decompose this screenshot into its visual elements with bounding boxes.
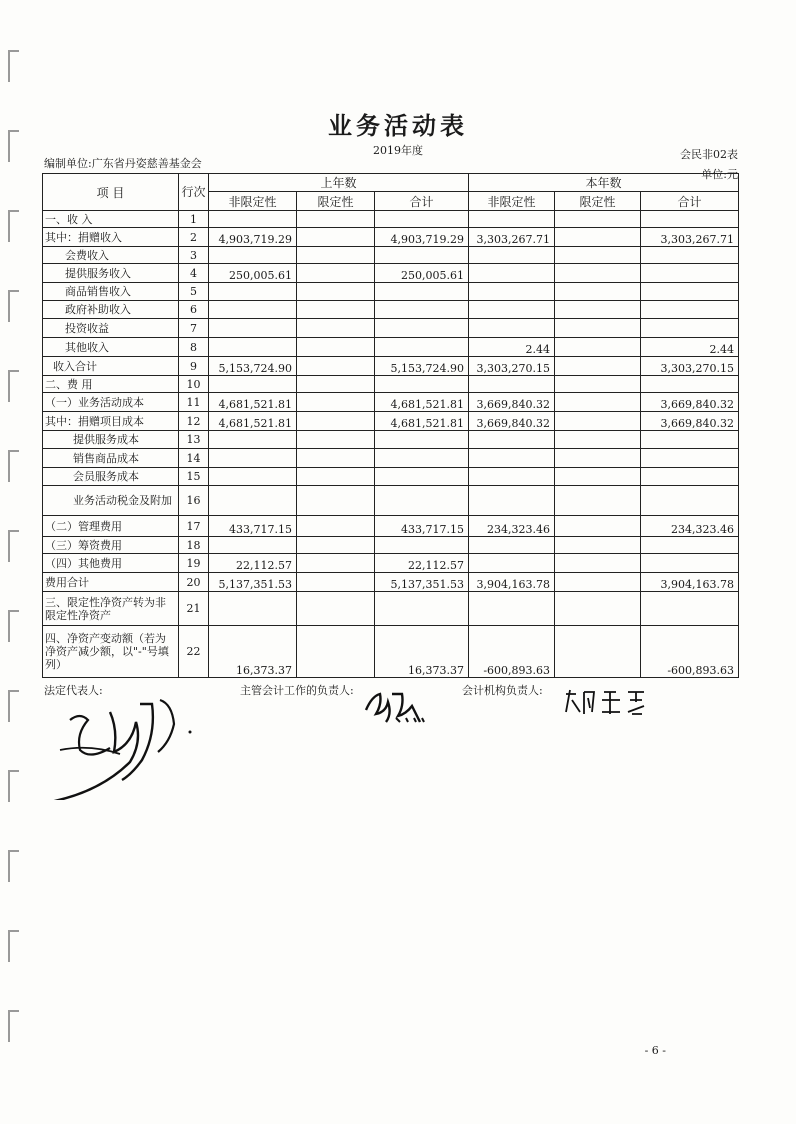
cell-pt xyxy=(375,449,469,468)
header-curr-restricted: 限定性 xyxy=(555,192,641,211)
table-row xyxy=(43,431,739,449)
table-row xyxy=(43,211,739,228)
cell-cr xyxy=(555,431,641,449)
cell-pu: 4,681,521.81 xyxy=(209,393,297,412)
accounting-dept-label: 会计机构负责人: xyxy=(462,684,543,697)
cell-cu xyxy=(469,592,555,626)
cell-pt xyxy=(375,247,469,264)
row-line-no: 10 xyxy=(179,376,209,393)
page-number: - 6 - xyxy=(644,1044,666,1057)
cell-cr xyxy=(555,537,641,554)
table-row xyxy=(43,376,739,393)
row-line-no: 5 xyxy=(179,283,209,301)
row-line-no: 2 xyxy=(179,228,209,247)
table-body xyxy=(43,211,739,678)
accounting-head-signature xyxy=(362,684,432,726)
cell-pr xyxy=(297,357,375,376)
cell-pu: 5,137,351.53 xyxy=(209,573,297,592)
row-label: 其他收入 xyxy=(43,338,179,357)
cell-cr xyxy=(555,592,641,626)
row-line-no: 4 xyxy=(179,264,209,283)
row-line-no: 17 xyxy=(179,516,209,537)
cell-cu: 3,669,840.32 xyxy=(469,412,555,431)
cell-ct xyxy=(641,449,739,468)
cell-cu: 3,669,840.32 xyxy=(469,393,555,412)
cell-pt: 250,005.61 xyxy=(375,264,469,283)
cell-pu xyxy=(209,468,297,486)
cell-pt xyxy=(375,431,469,449)
cell-pu: 4,681,521.81 xyxy=(209,412,297,431)
header-curr-unrestricted: 非限定性 xyxy=(469,192,555,211)
cell-cu xyxy=(469,319,555,338)
cell-pu xyxy=(209,376,297,393)
row-label: 会员服务成本 xyxy=(43,468,179,486)
table-row xyxy=(43,357,739,376)
table-row xyxy=(43,516,739,537)
table-row xyxy=(43,626,739,678)
cell-cr xyxy=(555,228,641,247)
cell-pt: 433,717.15 xyxy=(375,516,469,537)
cell-cu: 2.44 xyxy=(469,338,555,357)
header-line-no: 行次 xyxy=(179,174,209,211)
row-label: 销售商品成本 xyxy=(43,449,179,468)
cell-pu: 4,903,719.29 xyxy=(209,228,297,247)
row-label: （三）筹资费用 xyxy=(43,537,179,554)
cell-cr xyxy=(555,247,641,264)
table-row xyxy=(43,228,739,247)
page-title: 业务活动表 xyxy=(328,111,468,140)
row-label: 一、收 入 xyxy=(43,211,179,228)
row-label: 会费收入 xyxy=(43,247,179,264)
cell-pu xyxy=(209,211,297,228)
cell-pt: 5,137,351.53 xyxy=(375,573,469,592)
cell-pr xyxy=(297,264,375,283)
row-line-no: 11 xyxy=(179,393,209,412)
cell-pr xyxy=(297,486,375,516)
row-line-no: 6 xyxy=(179,301,209,319)
header-prev-unrestricted: 非限定性 xyxy=(209,192,297,211)
table-row xyxy=(43,412,739,431)
cell-cu xyxy=(469,211,555,228)
report-year: 2019年度 xyxy=(373,144,423,157)
header-item: 项 目 xyxy=(43,174,179,211)
form-code: 会民非02表 xyxy=(680,148,738,161)
cell-ct xyxy=(641,537,739,554)
cell-pr xyxy=(297,228,375,247)
cell-ct xyxy=(641,486,739,516)
cell-cr xyxy=(555,338,641,357)
cell-pt xyxy=(375,537,469,554)
cell-cu: 234,323.46 xyxy=(469,516,555,537)
cell-pu xyxy=(209,592,297,626)
row-line-no: 1 xyxy=(179,211,209,228)
row-label: 业务活动税金及附加 xyxy=(43,486,179,516)
row-line-no: 15 xyxy=(179,468,209,486)
cell-ct xyxy=(641,211,739,228)
cell-cr xyxy=(555,319,641,338)
table-row xyxy=(43,264,739,283)
cell-pr xyxy=(297,592,375,626)
cell-pr xyxy=(297,554,375,573)
cell-pt: 22,112.57 xyxy=(375,554,469,573)
row-label: 商品销售收入 xyxy=(43,283,179,301)
row-line-no: 9 xyxy=(179,357,209,376)
row-line-no: 12 xyxy=(179,412,209,431)
row-label: 提供服务成本 xyxy=(43,431,179,449)
cell-cu xyxy=(469,486,555,516)
cell-cr xyxy=(555,516,641,537)
accounting-dept-signature xyxy=(562,686,666,720)
cell-pt: 4,681,521.81 xyxy=(375,412,469,431)
cell-ct: 3,669,840.32 xyxy=(641,412,739,431)
cell-cr xyxy=(555,573,641,592)
cell-cr xyxy=(555,264,641,283)
header-curr-year: 本年数 xyxy=(469,174,739,192)
cell-pr xyxy=(297,338,375,357)
cell-pu xyxy=(209,338,297,357)
cell-ct xyxy=(641,554,739,573)
cell-cr xyxy=(555,626,641,678)
cell-pt xyxy=(375,211,469,228)
cell-ct xyxy=(641,264,739,283)
cell-cu xyxy=(469,431,555,449)
cell-pu xyxy=(209,449,297,468)
cell-pr xyxy=(297,412,375,431)
cell-pu xyxy=(209,283,297,301)
table-row xyxy=(43,319,739,338)
cell-pr xyxy=(297,573,375,592)
cell-ct xyxy=(641,247,739,264)
row-label: 其中：捐赠项目成本 xyxy=(43,412,179,431)
cell-cu xyxy=(469,301,555,319)
table-row xyxy=(43,537,739,554)
table-row xyxy=(43,573,739,592)
cell-pr xyxy=(297,626,375,678)
cell-cu: 3,303,267.71 xyxy=(469,228,555,247)
cell-cr xyxy=(555,393,641,412)
cell-pr xyxy=(297,376,375,393)
row-line-no: 20 xyxy=(179,573,209,592)
cell-cr xyxy=(555,211,641,228)
cell-ct: 2.44 xyxy=(641,338,739,357)
cell-pu xyxy=(209,319,297,338)
cell-pu xyxy=(209,431,297,449)
cell-cu xyxy=(469,376,555,393)
row-line-no: 3 xyxy=(179,247,209,264)
cell-cr xyxy=(555,449,641,468)
table-row xyxy=(43,301,739,319)
row-line-no: 13 xyxy=(179,431,209,449)
cell-cr xyxy=(555,554,641,573)
cell-ct: -600,893.63 xyxy=(641,626,739,678)
row-label: 提供服务收入 xyxy=(43,264,179,283)
cell-pt xyxy=(375,338,469,357)
row-label: 三、限定性净资产转为非限定性净资产 xyxy=(43,592,179,626)
row-line-no: 22 xyxy=(179,626,209,678)
cell-pu: 433,717.15 xyxy=(209,516,297,537)
cell-pr xyxy=(297,301,375,319)
cell-ct xyxy=(641,431,739,449)
legal-representative-label: 法定代表人: xyxy=(44,684,103,697)
row-line-no: 18 xyxy=(179,537,209,554)
cell-ct: 3,303,267.71 xyxy=(641,228,739,247)
cell-pr xyxy=(297,211,375,228)
cell-pr xyxy=(297,449,375,468)
currency-unit: 单位:元 xyxy=(701,168,738,181)
cell-pt xyxy=(375,283,469,301)
cell-ct: 3,303,270.15 xyxy=(641,357,739,376)
row-line-no: 19 xyxy=(179,554,209,573)
table-row xyxy=(43,554,739,573)
cell-ct xyxy=(641,592,739,626)
cell-ct: 3,904,163.78 xyxy=(641,573,739,592)
header-curr-total: 合计 xyxy=(641,192,739,211)
row-label: 二、费 用 xyxy=(43,376,179,393)
cell-pr xyxy=(297,247,375,264)
cell-pt xyxy=(375,468,469,486)
header-prev-year: 上年数 xyxy=(209,174,469,192)
cell-pr xyxy=(297,431,375,449)
table-row xyxy=(43,283,739,301)
cell-ct xyxy=(641,468,739,486)
cell-pr xyxy=(297,319,375,338)
cell-cu: -600,893.63 xyxy=(469,626,555,678)
row-line-no: 16 xyxy=(179,486,209,516)
cell-pt xyxy=(375,592,469,626)
activity-statement-table xyxy=(42,173,739,678)
table-row xyxy=(43,468,739,486)
cell-pt: 5,153,724.90 xyxy=(375,357,469,376)
reporting-org: 编制单位:广东省丹姿慈善基金会 xyxy=(44,157,202,170)
table-row xyxy=(43,449,739,468)
cell-pt: 4,681,521.81 xyxy=(375,393,469,412)
cell-cu xyxy=(469,468,555,486)
cell-pt xyxy=(375,376,469,393)
table-row xyxy=(43,592,739,626)
row-label: （四）其他费用 xyxy=(43,554,179,573)
cell-cr xyxy=(555,486,641,516)
cell-cu xyxy=(469,537,555,554)
cell-cu: 3,904,163.78 xyxy=(469,573,555,592)
cell-ct xyxy=(641,283,739,301)
cell-cr xyxy=(555,301,641,319)
row-line-no: 21 xyxy=(179,592,209,626)
cell-ct xyxy=(641,301,739,319)
cell-cu: 3,303,270.15 xyxy=(469,357,555,376)
cell-pt xyxy=(375,486,469,516)
cell-pr xyxy=(297,283,375,301)
cell-pt: 4,903,719.29 xyxy=(375,228,469,247)
row-line-no: 8 xyxy=(179,338,209,357)
table-row xyxy=(43,393,739,412)
cell-pr xyxy=(297,537,375,554)
row-line-no: 7 xyxy=(179,319,209,338)
row-label: 投资收益 xyxy=(43,319,179,338)
table-row xyxy=(43,338,739,357)
accounting-head-label: 主管会计工作的负责人: xyxy=(240,684,354,697)
row-label: 四、净资产变动额（若为净资产减少额，以"-"号填列） xyxy=(43,626,179,678)
cell-pu xyxy=(209,301,297,319)
cell-pu: 22,112.57 xyxy=(209,554,297,573)
cell-cu xyxy=(469,264,555,283)
row-label: 政府补助收入 xyxy=(43,301,179,319)
cell-cr xyxy=(555,468,641,486)
cell-cr xyxy=(555,376,641,393)
table-row xyxy=(43,486,739,516)
cell-pr xyxy=(297,516,375,537)
cell-cu xyxy=(469,554,555,573)
cell-pu: 5,153,724.90 xyxy=(209,357,297,376)
cell-ct xyxy=(641,319,739,338)
row-label: 费用合计 xyxy=(43,573,179,592)
cell-pu xyxy=(209,247,297,264)
cell-cr xyxy=(555,412,641,431)
cell-cu xyxy=(469,283,555,301)
cell-cr xyxy=(555,283,641,301)
cell-pu xyxy=(209,537,297,554)
header-prev-total: 合计 xyxy=(375,192,469,211)
cell-ct: 3,669,840.32 xyxy=(641,393,739,412)
legal-rep-signature xyxy=(40,690,210,800)
cell-pt: 16,373.37 xyxy=(375,626,469,678)
cell-ct: 234,323.46 xyxy=(641,516,739,537)
row-line-no: 14 xyxy=(179,449,209,468)
cell-cr xyxy=(555,357,641,376)
cell-pu: 250,005.61 xyxy=(209,264,297,283)
cell-cu xyxy=(469,449,555,468)
cell-pr xyxy=(297,393,375,412)
cell-ct xyxy=(641,376,739,393)
row-label: （一）业务活动成本 xyxy=(43,393,179,412)
row-label: 收入合计 xyxy=(43,357,179,376)
cell-pu: 16,373.37 xyxy=(209,626,297,678)
table-row xyxy=(43,247,739,264)
cell-pr xyxy=(297,468,375,486)
cell-cu xyxy=(469,247,555,264)
binding-holes xyxy=(8,20,22,1100)
row-label: （二）管理费用 xyxy=(43,516,179,537)
cell-pt xyxy=(375,319,469,338)
cell-pu xyxy=(209,486,297,516)
header-prev-restricted: 限定性 xyxy=(297,192,375,211)
cell-pt xyxy=(375,301,469,319)
row-label: 其中：捐赠收入 xyxy=(43,228,179,247)
